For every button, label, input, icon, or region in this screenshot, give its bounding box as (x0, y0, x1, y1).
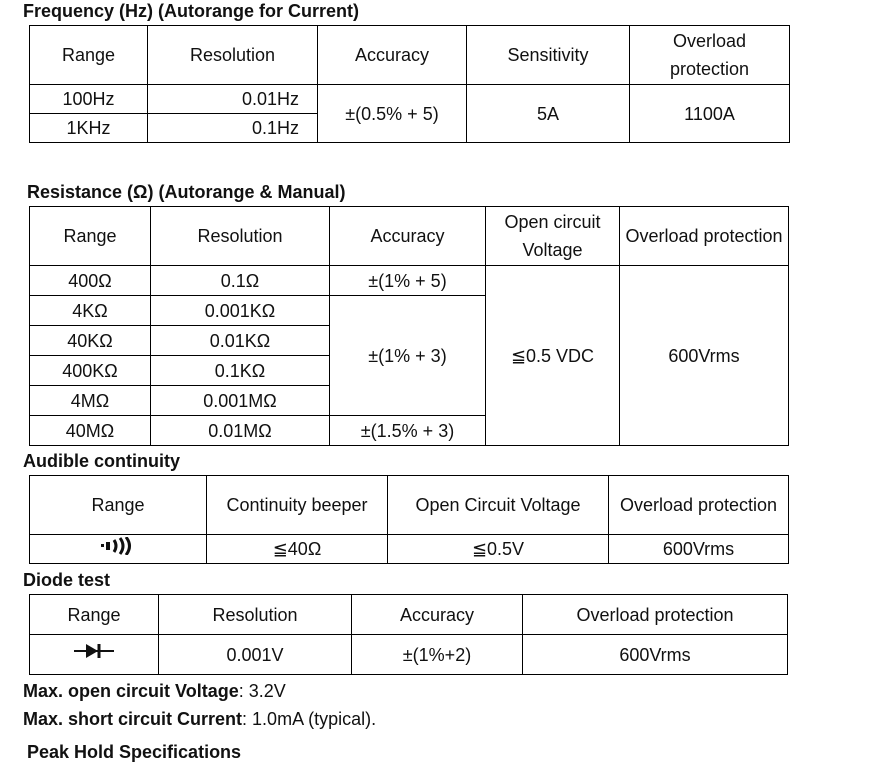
max-open-voltage-value: : 3.2V (238, 681, 286, 701)
resolution-cell: 0.01MΩ (151, 416, 330, 446)
header-range: Range (30, 476, 207, 535)
frequency-table (29, 25, 790, 143)
header-range: Range (30, 595, 159, 635)
header-beeper: Continuity beeper (207, 476, 388, 535)
max-short-current-value: : 1.0mA (typical). (242, 709, 377, 729)
open-voltage-cell: ≦0.5V (388, 535, 609, 564)
header-accuracy: Accuracy (318, 26, 467, 85)
range-cell: 400KΩ (30, 356, 151, 386)
range-cell (30, 635, 159, 675)
max-short-current-line (23, 708, 376, 730)
header-range: Range (30, 207, 151, 266)
overload-cell: 600Vrms (620, 266, 789, 446)
resistance-table (29, 206, 789, 446)
sound-wave-icon (101, 537, 135, 555)
diode-icon (74, 641, 114, 661)
header-accuracy: Accuracy (330, 207, 486, 266)
max-open-voltage-label: Max. open circuit Voltage (23, 681, 239, 701)
peak-hold-title: Peak Hold Specifications (27, 742, 242, 762)
header-resolution: Resolution (159, 595, 352, 635)
header-resolution: Resolution (148, 26, 318, 85)
continuity-title: Audible continuity (23, 451, 180, 471)
resolution-cell: 0.001V (159, 635, 352, 675)
range-cell: 400Ω (30, 266, 151, 296)
header-open-voltage: Open circuit Voltage (486, 207, 620, 266)
resistance-title: Resistance (Ω) (Autorange & Manual) (27, 182, 346, 202)
range-cell: 4MΩ (30, 386, 151, 416)
header-sensitivity: Sensitivity (467, 26, 630, 85)
range-cell: 100Hz (30, 85, 148, 114)
range-cell (30, 535, 207, 564)
header-accuracy: Accuracy (352, 595, 523, 635)
resolution-cell: 0.1Hz (148, 114, 318, 143)
overload-cell: 600Vrms (609, 535, 789, 564)
overload-cell: 1100A (630, 85, 790, 143)
header-overload: Overload protection (630, 26, 790, 85)
open-voltage-cell: ≦0.5 VDC (486, 266, 620, 446)
max-open-voltage-line (23, 680, 286, 702)
resolution-cell: 0.1KΩ (151, 356, 330, 386)
overload-cell: 600Vrms (523, 635, 788, 675)
header-overload: Overload protection (620, 207, 789, 266)
range-cell: 40MΩ (30, 416, 151, 446)
resolution-cell: 0.001MΩ (151, 386, 330, 416)
sensitivity-cell: 5A (467, 85, 630, 143)
beeper-cell: ≦40Ω (207, 535, 388, 564)
accuracy-cell: ±(1.5% + 3) (330, 416, 486, 446)
header-range: Range (30, 26, 148, 85)
accuracy-cell: ±(0.5% + 5) (318, 85, 467, 143)
continuity-table (29, 475, 789, 564)
range-cell: 40KΩ (30, 326, 151, 356)
resolution-cell: 0.01KΩ (151, 326, 330, 356)
resolution-cell: 0.01Hz (148, 85, 318, 114)
range-cell: 4KΩ (30, 296, 151, 326)
header-open-voltage: Open Circuit Voltage (388, 476, 609, 535)
max-short-current-label: Max. short circuit Current (23, 709, 243, 729)
accuracy-cell: ±(1% + 3) (330, 296, 486, 416)
header-overload: Overload protection (523, 595, 788, 635)
accuracy-cell: ±(1% + 5) (330, 266, 486, 296)
accuracy-cell: ±(1%+2) (352, 635, 523, 675)
frequency-title: Frequency (Hz) (Autorange for Current) (23, 1, 360, 21)
diode-title: Diode test (23, 570, 111, 590)
resolution-cell: 0.001KΩ (151, 296, 330, 326)
diode-table (29, 594, 788, 675)
resolution-cell: 0.1Ω (151, 266, 330, 296)
header-resolution: Resolution (151, 207, 330, 266)
header-overload: Overload protection (609, 476, 789, 535)
range-cell: 1KHz (30, 114, 148, 143)
